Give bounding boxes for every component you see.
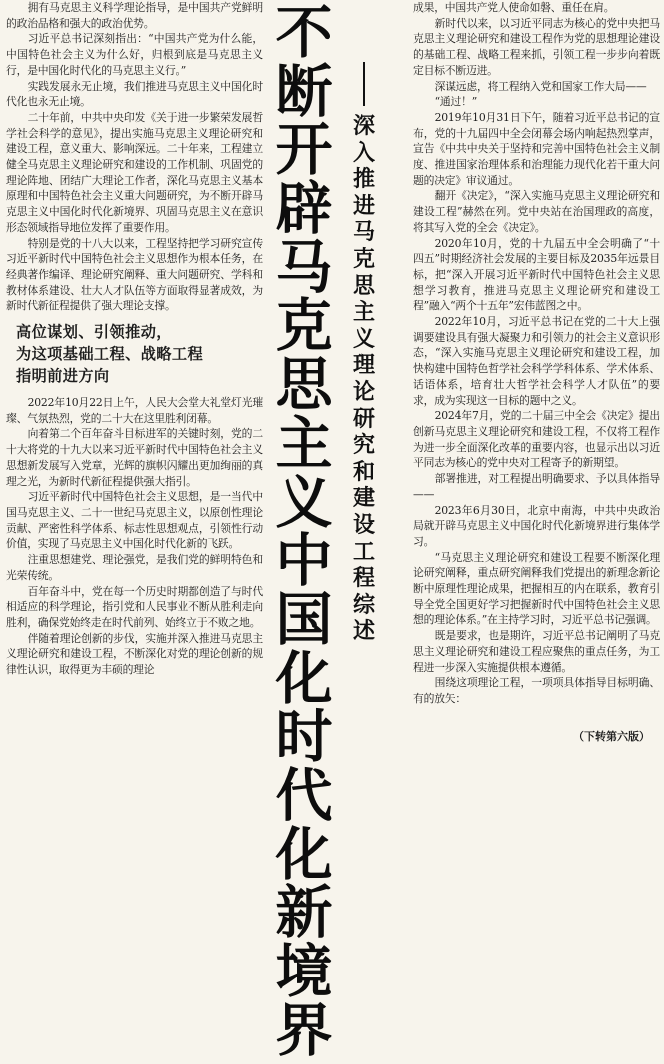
article-paragraph: 百年奋斗中，党在每一个历史时期都创造了与时代相适应的科学理论，指引党和人民事业不断从胜利走向胜利，确保党始终走在时代前列、始终立于不败之地。 (6, 584, 263, 629)
article-paragraph: 2023年6月30日，北京中南海，中共中央政治局就开辟马克思主义中国化时代化新境界进行集体学习。 (413, 503, 660, 548)
article-paragraph: 2022年10月，习近平总书记在党的二十大上强调要建设具有强大凝聚力和引领力的社会主义意识形态，“深入实施马克思主义理论研究和建设工程，加快构建中国特色哲学社会科学学科体系、学术体系、话语体系，培育壮大哲学社会科学人才队伍”的要求，成为实现这一目标的题中之义。 (413, 315, 660, 407)
headline-char: 主 (275, 410, 333, 477)
subtitle-char: 义 (352, 326, 375, 352)
headline-char: 断 (275, 58, 333, 125)
continued-on-page-note: （下转第六版） (573, 730, 650, 743)
left-text-column (6, 0, 263, 678)
article-paragraph: 围绕这项理论工程，一项项具体指导目标明确、有的放矢： (413, 676, 660, 705)
article-paragraph: 新时代以来，以习近平同志为核心的党中央把马克思主义理论研究和建设工程作为党的思想理论建设的基础工程、战略工程来抓，引领工程一步步向着既定目标不断迈进。 (413, 16, 660, 77)
headline-char: 代 (275, 762, 333, 829)
article-paragraph: 习近平新时代中国特色社会主义思想，是一当代中国马克思主义、二十一世纪马克思主义，以原创性理论贡献、严密性科学体系、标志性思想观点，引领性行动价值，实现了马克思主义中国化时代化新的飞跃。 (6, 490, 263, 551)
article-paragraph: 伴随着理论创新的步伐，实施并深入推进马克思主义理论研究和建设工程，不断深化对党的理论创新的规律性认识，取得更为丰硕的理论 (6, 631, 263, 677)
section-subheading (16, 321, 263, 387)
article-paragraph: 2022年10月22日上午，人民大会堂大礼堂灯光璀璨、气氛热烈，党的二十大在这里胜利闭幕。 (6, 396, 263, 425)
headline-char: 国 (275, 586, 333, 653)
article-paragraph: 深谋远虑，将工程纳入党和国家工作大局—— (434, 79, 647, 93)
subtitle-char: 工 (352, 539, 375, 565)
article-paragraph: 拥有马克思主义科学理论指导，是中国共产党鲜明的政治品格和强大的政治优势。 (6, 1, 263, 30)
headline-char: 开 (275, 117, 333, 184)
subtitle-char: 入 (352, 140, 375, 166)
headline-char: 义 (275, 469, 333, 536)
subtitle-char: 进 (352, 193, 375, 219)
subtitle-char: 论 (352, 379, 375, 405)
article-paragraph: 特别是党的十八大以来，工程坚持把学习研究宣传习近平新时代中国特色社会主义思想作为根本任务，在经典著作编译、理论研究阐释、重大问题研究、学科和教材体系建设、壮大人才队伍等方面取得显著成效，为新时代新征程提供了强大理论支撑。 (6, 236, 263, 313)
article-paragraph: 实践发展永无止境，我们推进马克思主义中国化时代化也永无止境。 (6, 79, 263, 109)
article-paragraph: 二十年前，中共中央印发《关于进一步繁荣发展哲学社会科学的意见》，提出实施马克思主义理论研究和建设工程，意义重大、影响深远。二十年来，工程建立健全马克思主义理论研究和建设的工作机制、巩固党的理论阵地、团结广大理论工作者，深化马克思主义基本原理和中国特色社会主义重大问题研究，为不断开辟马克思主义中国化时代化新境界、巩固马克思主义在意识形态领域指导地位发挥了重要作用。 (6, 110, 263, 234)
article-paragraph: 习近平总书记深刻指出：“中国共产党为什么能，中国特色社会主义为什么好，归根到底是马克思主义行，是中国化时代化的马克思主义行。” (6, 32, 263, 77)
headline-char: 境 (275, 939, 333, 1005)
subtitle-char: 研 (352, 406, 375, 432)
subheading-line: 高位谋划、引领推动， (16, 323, 172, 342)
headline-char: 思 (275, 352, 333, 419)
headline-char: 中 (275, 528, 333, 595)
subtitle-char: 究 (352, 433, 375, 459)
subtitle-char: 理 (352, 353, 375, 379)
article-paragraph: 翻开《决定》，“深入实施马克思主义理论研究和建设工程”赫然在列。党中央站在治国理政的高度，将其写入党的全会《决定》。 (413, 189, 660, 234)
subtitle-char: 马 (352, 220, 375, 246)
subheading-line: 指明前进方向 (16, 367, 110, 386)
subtitle-char: 思 (352, 273, 375, 299)
article-paragraph: 既是要求，也是期许，习近平总书记阐明了马克思主义理论研究和建设工程应聚焦的重点任务，为工程进一步深入实施提供根本遵循。 (413, 629, 660, 674)
article-paragraph: 2024年7月，党的二十届三中全会《决定》提出创新马克思主义理论研究和建设工程，不仅将工程作为进一步全面深化改革的重要内容，也显示出以习近平同志为核心的党中央对工程寄予的新期望。 (413, 409, 660, 470)
subheading-line: 为这项基础工程、战略工程 (16, 345, 204, 364)
headline-char: 时 (275, 704, 333, 771)
subtitle-char: 建 (352, 486, 375, 512)
headline-char: 不 (275, 0, 333, 66)
right-text-column (413, 0, 660, 707)
headline-char: 界 (275, 997, 333, 1064)
subtitle-char: 克 (352, 246, 375, 272)
subtitle-char: 主 (352, 300, 375, 326)
subtitle-char: 深 (352, 114, 375, 139)
headline-char: 克 (275, 293, 333, 360)
article-paragraph: “马克思主义理论研究和建设工程要不断深化理论研究阐释，重点研究阐释我们党提出的新理念新论断中原理性理论成果，把握相互的内在联系，教育引导全党全国更好学习把握新时代中国特色社会主义思想的理论体系。”在主持学习时，习近平总书记强调。 (413, 550, 660, 627)
headline-char: 化 (275, 645, 333, 712)
subtitle-char: 设 (352, 512, 375, 538)
article-paragraph: “通过！” (434, 95, 478, 109)
article-paragraph: 成果，中国共产党人使命如磐、重任在肩。 (413, 1, 615, 14)
headline-char: 马 (275, 234, 333, 301)
article-paragraph: 2020年10月，党的十九届五中全会明确了“十四五”时期经济社会发展的主要目标及2035年远景目标，把“深入开展习近平新时代中国特色社会主义思想学习教育，推进马克思主义理论研究和建设工程”融入“两个十五年”宏伟蓝图之中。 (413, 236, 660, 313)
headline-char: 辟 (275, 176, 333, 243)
subtitle-char: 述 (352, 619, 375, 645)
subtitle-char: 推 (352, 167, 375, 193)
subtitle-dash (363, 62, 365, 106)
headline-char: 新 (275, 880, 333, 947)
article-paragraph: 注重思想建党、理论强党，是我们党的鲜明特色和光荣传统。 (6, 553, 263, 582)
article-subtitle (344, 62, 384, 646)
article-headline (272, 0, 336, 1064)
subtitle-char: 和 (352, 459, 375, 485)
subtitle-char: 综 (352, 592, 375, 618)
article-paragraph: 2019年10月31日下午，随着习近平总书记的宣布，党的十九届四中全会闭幕会场内响起热烈掌声，宣告《中共中央关于坚持和完善中国特色社会主义制度、推进国家治理体系和治理能力现代化若干重大问题的决定》审议通过。 (413, 110, 660, 187)
article-paragraph: 向着第二个百年奋斗目标进军的关键时刻，党的二十大将党的十九大以来习近平新时代中国特色社会主义思想新发展写入党章，光辉的旗帜闪耀出更加绚丽的真理之光，为新时代新征程提供强大指引。 (6, 427, 263, 488)
article-paragraph: 部署推进，对工程提出明确要求、予以具体指导—— (413, 472, 660, 501)
headline-char: 化 (275, 821, 333, 888)
subtitle-char: 程 (352, 566, 375, 592)
